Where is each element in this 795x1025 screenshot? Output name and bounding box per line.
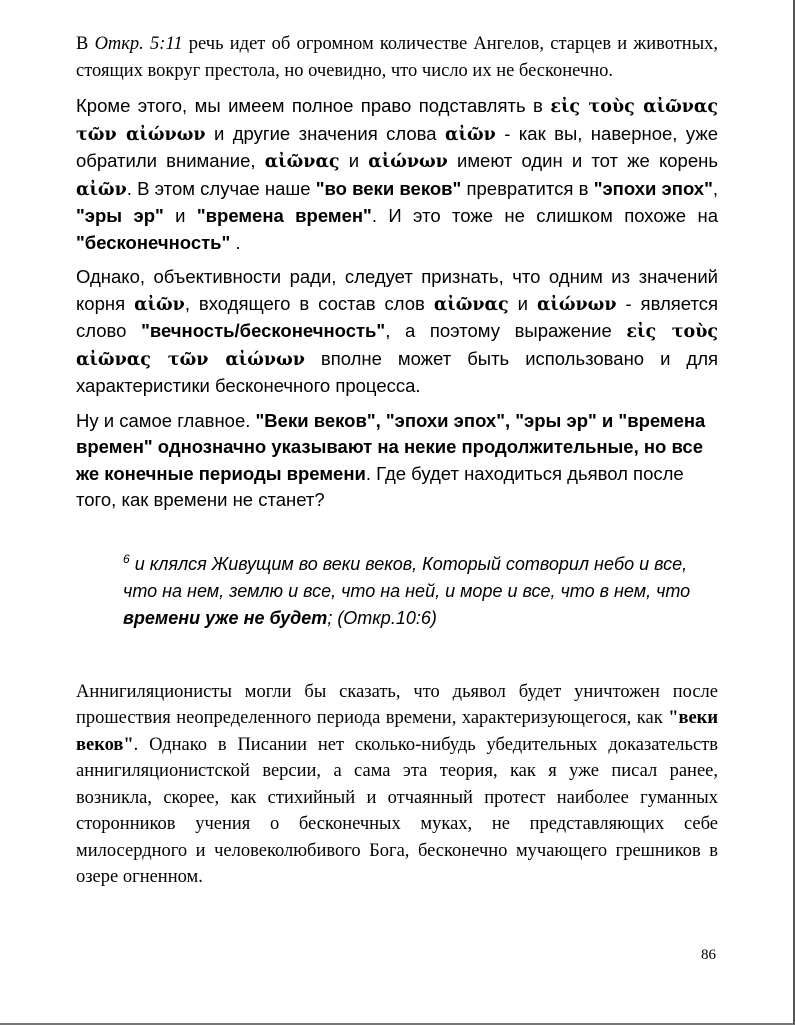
bold-phrase: времени уже не будет — [123, 607, 328, 628]
bold-phrase: "вечность/бесконечность" — [141, 320, 386, 341]
greek-word: αἰῶνας — [433, 294, 509, 315]
bold-phrase: "эпохи эпох" — [593, 177, 713, 199]
greek-phrase: εἰς τοὺς αἰῶνας τῶν αἰώνων — [76, 322, 718, 370]
greek-phrase: εἰς τοὺς αἰῶνας τῶν αἰώνων — [76, 97, 718, 145]
bold-phrase: "веки веков" — [76, 708, 718, 755]
page-body — [76, 31, 718, 891]
scripture-quote: $^6$ и клялся Живущим во веки веков, Который сотворил небо и все, что на нем, землю и все, что на ней, и море и все, что в нем, что времени уже не будет; (Откр.10:6) — [123, 551, 691, 628]
greek-word: αἰῶν — [76, 179, 127, 200]
bold-phrase: "во веки веков" — [315, 177, 462, 199]
paragraph-3: Однако, объективности ради, следует признать, что одним из значений корня αἰῶν, входящего в состав слов αἰῶνας и αἰώνων - является слово "вечность/бесконечность", а поэтому выражение εἰς τοὺς αἰῶνας τῶν αἰώνων вполне может быть использовано и для характеристики бесконечного процесса. — [76, 266, 719, 396]
paragraph-4: Ну и самое главное. "Веки веков", "эпохи эпох", "эры эр" и "времена времен" однозначно указывают на некие продолжительные, но все же конечные периоды времени. Где будет находиться дьявол после того, как времени не станет? — [76, 409, 706, 510]
bold-phrase: "бесконечность" — [76, 231, 231, 253]
verse-number: 6 — [123, 551, 130, 566]
bold-phrase: "эры эр" — [76, 205, 164, 226]
greek-word: αἰῶν — [445, 124, 496, 145]
greek-word: αἰώνων — [536, 294, 617, 315]
page-number: 86 — [701, 947, 716, 963]
bold-phrase: "времена времен" — [196, 205, 372, 226]
paragraph-2: Кроме этого, мы имеем полное право подставлять в εἰς τοὺς αἰῶνας τῶν αἰώνων и другие значения слова αἰῶν - как вы, наверное, уже обратили внимание, αἰῶνας и αἰώνων имеют один и тот же корень αἰῶν. В этом случае наше "во веки веков" превратится в "эпохи эпох", "эры эр" и "времена времен". И это тоже не слишком похоже на "бесконечность" . — [76, 95, 718, 253]
paragraph-1: В Откр. 5:11 речь идет об огромном количестве Ангелов, старцев и животных, стоящих вокруг престола, но очевидно, что число их не бесконечно. — [76, 34, 719, 81]
paragraph-5: Аннигиляционисты могли бы сказать, что дьявол будет уничтожен после прошествия неопределенного периода времени, характеризующегося, как "веки веков". Однако в Писании нет сколько-нибудь убедительных доказательств аннигиляционистской версии, а сама эта теория, как я уже писал ранее, возникла, скорее, как стихийный и отчаянный протест наиболее гуманных сторонников учения о бесконечных муках, не представляющих себе милосердного и человеколюбивого Бога, бесконечно мучающего грешников в озере огненном. — [76, 681, 718, 887]
greek-word: αἰώνων — [368, 152, 448, 172]
greek-word: αἰῶν — [134, 294, 185, 315]
greek-word: αἰῶνας — [264, 152, 340, 172]
scripture-reference: Откр. 5:11 — [94, 34, 183, 54]
bold-statement: "Веки веков", "эпохи эпох", "эры эр" и "времена времен" однозначно указывают на некие продолжительные, но все же конечные периоды времени — [76, 409, 706, 484]
